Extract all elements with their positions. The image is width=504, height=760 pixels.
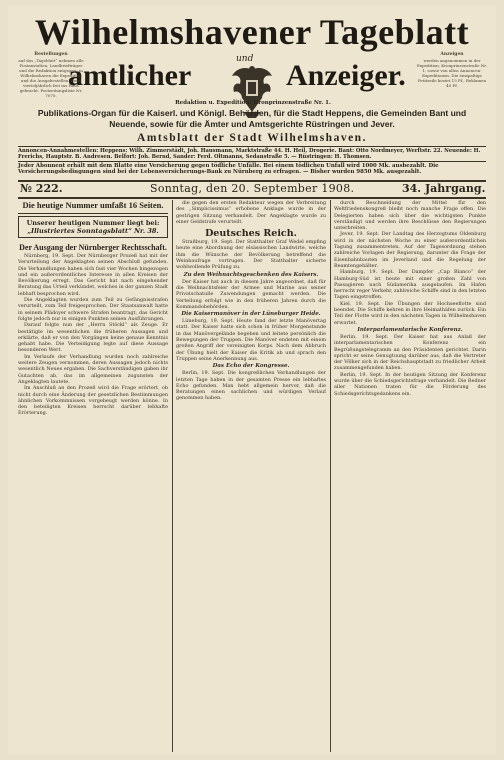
- issue-number: № 222.: [20, 182, 63, 195]
- annoncen-line: Annoncen-Annahmestellen: Heppens: Wilh. Zimmerstädt, Joh. Hausmann, Marktstraße 44. H. Heil, Drogerie. Bant: Otto Nordmeyer, Werftstr. 22. Neuende: H. Frerichs, Hauptstr. B. Andresen. Belfort: Joh. Bernd, Sander: Ferd. Oltmanns, Sedanstraße 5. — Rüstringen: H. Thomsen.: [18, 148, 481, 160]
- masthead-title: Wilhelmshavener Tageblatt: [34, 12, 470, 52]
- article-body: [334, 200, 486, 397]
- subheading: Das Echo der Kongresse.: [212, 363, 290, 370]
- column-rule: [172, 200, 173, 752]
- paragraph: Berlin, 19. Sept. Die kongreßlichen Verhandlungen der letzten Tage haben in der gesamten Presse ein lebhaftes Echo gefunden. Man hebt allgemein hervor, daß die Beratungen einen sachlichen und würdigen Verlauf genommen haben.: [176, 370, 326, 402]
- redaktion-line: Redaktion u. Expedition: Kronprinzenstraße Nr. 1.: [175, 100, 331, 106]
- ads-box: [416, 52, 488, 88]
- subscription-text: auf das „Tageblatt“ nehmen alle Postanstalten, Landbriefträger und die Redaktion entgegen, in Wilhelmshaven die Expedition und die Ausgabestellen. Preis vierteljährlich frei ins Haus gebracht. Postzeitungsliste Nr. 7070.: [18, 58, 84, 98]
- paragraph: Im Verlaufe der Verhandlung wurden noch zahlreiche weitere Zeugen vernommen, deren Aussagen jedoch nichts wesentlich Neues ergaben. Die Sachverständigen gaben ihr Gutachten ab, das im allgemeinen zugunsten der Angeklagten lautete.: [18, 353, 168, 385]
- supplement-box: [18, 216, 168, 238]
- amtsblatt-line: Amtsblatt der Stadt Wilhelmshaven.: [137, 132, 367, 144]
- paragraph: Straßburg, 19. Sept. Der Statthalter Graf Wedel empfing heute eine Abordnung der elsässischen Landwirte, welche ihm die Wünsche der Bevölkerung betreffend die Weinbaufrage vortrugen. Der Statthalter sicherte wohlwollende Prüfung zu.: [176, 239, 326, 271]
- paragraph: Lüneburg, 19. Sept. Heute fand der letzte Manövertag statt. Der Kaiser hatte sich schon in früher Morgenstunde in das Manövergelände begeben und leitete persönlich die Bewegungen der Truppen. Die Manöver endeten mit einem großen Angriff der vereinigten Korps. Nach dem Abbruch der Übung hielt der Kaiser die Kritik ab und sprach den Truppen seine Anerkennung aus.: [176, 318, 326, 362]
- divider: [18, 161, 486, 162]
- supplement-title: „Illustriertes Sonntagsblatt“ Nr. 38.: [27, 227, 159, 235]
- divider: [18, 213, 168, 214]
- paragraph: Berlin, 19. Sept. Der Kaiser hat aus Anlaß der interparlamentarischen Konferenz ein Begrüßungstelegramm an den Präsidenten gerichtet. Darin spricht er seine Genugtuung darüber aus, daß die Vertreter der Völker sich in der Reichshauptstadt zu friedlicher Arbeit zusammengefunden haben.: [334, 333, 486, 372]
- subheading: Interparlamentarische Konferenz.: [357, 326, 463, 333]
- column-3: [334, 200, 486, 752]
- publication-line: Publikations-Organ für die Kaiserl. und Königl. Behörden, für die Stadt Heppens, die Gemeinden Bant und Neuende, sowie für die Ämter und Amtsgerichte Rüstringen und Jever.: [37, 108, 467, 129]
- volume-year: 34. Jahrgang.: [402, 182, 486, 195]
- paragraph: Darauf folgte nun der „Herrn Stöckl“ als Zeuge. Er bestätigte im wesentlichen die früheren Aussagen und erklärte, daß er von den Vorgängen keine genaue Kenntnis gehabt habe. Die Verteidigung legte auf diese Aussage besonderen Wert.: [18, 322, 168, 354]
- subscription-head: Bestellungen: [34, 52, 68, 57]
- paragraph: Der Kaiser hat auch in diesem Jahre angeordnet, daß für die Weihnachtsfeier der Armee und Marine aus seiner Privatschatulle Zuwendungen gemacht werden. Die Verteilung erfolgt wie in den früheren Jahren durch die Kommandobehörden.: [176, 278, 326, 310]
- ads-head: Anzeigen: [440, 52, 464, 57]
- article-body: [176, 200, 326, 225]
- section-heading: Deutsches Reich.: [205, 228, 297, 240]
- paragraph: durch Beschneidung der Mittel für den Weltfriedenskongreß bleibt noch manche Frage offen. Die Delegierten haben sich über die wichtigsten Punkte verständigt und werden ihre Beschlüsse den Regierungen unterbreiten.: [334, 200, 486, 232]
- article-heading: Der Ausgang der Nürnberger Rechtsschaft.: [19, 243, 167, 252]
- article-body: [18, 253, 168, 417]
- masthead-amtlicher: amtlicher: [68, 59, 192, 92]
- supplement-intro: Unserer heutigen Nummer liegt bei:: [26, 219, 160, 227]
- dateline: [18, 182, 486, 196]
- masthead-und: und: [236, 54, 254, 64]
- paragraph: Die Angeklagten wurden zum Teil zu Gefängnisstrafen verurteilt, zum Teil freigesprochen. Der Staatsanwalt hatte in seinem Plädoyer schwere Strafen beantragt, das Gericht folgte jedoch nur in einigen Punkten seinen Ausführungen.: [18, 297, 168, 322]
- paragraph: die gegen den ersten Redakteur wegen der Verbreitung des „Simplicissimus“ erhobene Anklage wurde in der gestrigen Sitzung verhandelt. Der Angeklagte wurde zu einer Geldstrafe verurteilt.: [176, 200, 326, 225]
- subheading: Die Kaisermanöver in der Lüneburger Heide.: [181, 311, 321, 318]
- column-rule: [330, 200, 331, 752]
- ads-text: werden angenommen in der Expedition, Kronprinzenstraße Nr. 1, sowie von allen Annoncen-Expeditionen. Die einspaltige Petitzeile kostet 15 Pf., Reklamen 40 Pf.: [416, 58, 488, 88]
- paragraph: Kiel, 19. Sept. Die Übungen der Hochseeflotte sind beendet. Die Schiffe kehren in ihre Heimathäfen zurück. Ein Teil der Flotte wird in den nächsten Tagen in Wilhelmshaven erwartet.: [334, 300, 486, 326]
- newspaper-page: [8, 6, 496, 754]
- masthead-anzeiger: Anzeiger.: [286, 59, 406, 92]
- column-2: [176, 200, 326, 752]
- page-count-notice: Die heutige Nummer umfaßt 16 Seiten.: [22, 200, 164, 210]
- paragraph: Nürnberg, 19. Sept. Der Nürnberger Prozeß hat mit der Verurteilung der Angeklagten seinen Abschluß gefunden. Die Verhandlungen haben sich fast vier Wochen hingezogen und ein außerordentliches Interesse in allen Kreisen der Bevölkerung erregt. Das Gericht hat nach eingehender Beratung das Urteil verkündet, welches in der ganzen Stadt lebhaft besprochen wird.: [18, 253, 168, 297]
- divider: [18, 197, 486, 199]
- subheading: Zu den Weihnachtsgeschenken des Kaisers.: [183, 271, 319, 278]
- subscription-box: [18, 52, 84, 98]
- issue-date: Sonntag, den 20. September 1908.: [150, 182, 355, 195]
- divider: [18, 146, 486, 147]
- abonnement-notice: Jeder Abonnent erhält mit dem Blatte eine Versicherung gegen tödliche Unfälle. Bei einem tödlichen Unfall wird 1000 Mk. ausbezahlt. Die Versicherungsbedingungen sind bei der Lebensversicherungs-Bank zu Nürnberg zu erfragen. — Bisher wurden 9850 Mk. ausgezahlt.: [18, 163, 439, 176]
- paragraph: Berlin, 19. Sept. In der heutigen Sitzung der Konferenz wurde über die Schiedsgerichtsfrage verhandelt. Die Redner aller Nationen traten für die Förderung des Schiedsgerichtsgedankens ein.: [334, 371, 486, 397]
- paragraph: Im Anschluß an den Prozeß wird die Frage erörtert, ob nicht durch eine Änderung der gesetzlichen Bestimmungen ähnlichen Vorkommnissen vorgebeugt werden könne. In den beteiligten Kreisen herrscht darüber lebhafte Erörterung.: [18, 385, 168, 417]
- paragraph: Hamburg, 19. Sept. Der Dampfer „Cap Blanco“ der Hamburg-Süd ist heute mit einer großen Zahl von Passagieren nach Südamerika ausgelaufen. Im Hafen herrscht reger Verkehr, zahlreiche Schiffe sind in den letzten Tagen eingetroffen.: [334, 269, 486, 301]
- paragraph: Jever, 19. Sept. Der Landtag des Herzogtums Oldenburg wird in der nächsten Woche zu einer außerordentlichen Tagung zusammentreten. Auf der Tagesordnung stehen zahlreiche Vorlagen der Regierung, darunter die Frage der Eisenbahnbauten im Jeverland und die Regelung der Beamtengehälter.: [334, 231, 486, 269]
- article-body: [176, 239, 326, 402]
- column-1: [18, 200, 168, 752]
